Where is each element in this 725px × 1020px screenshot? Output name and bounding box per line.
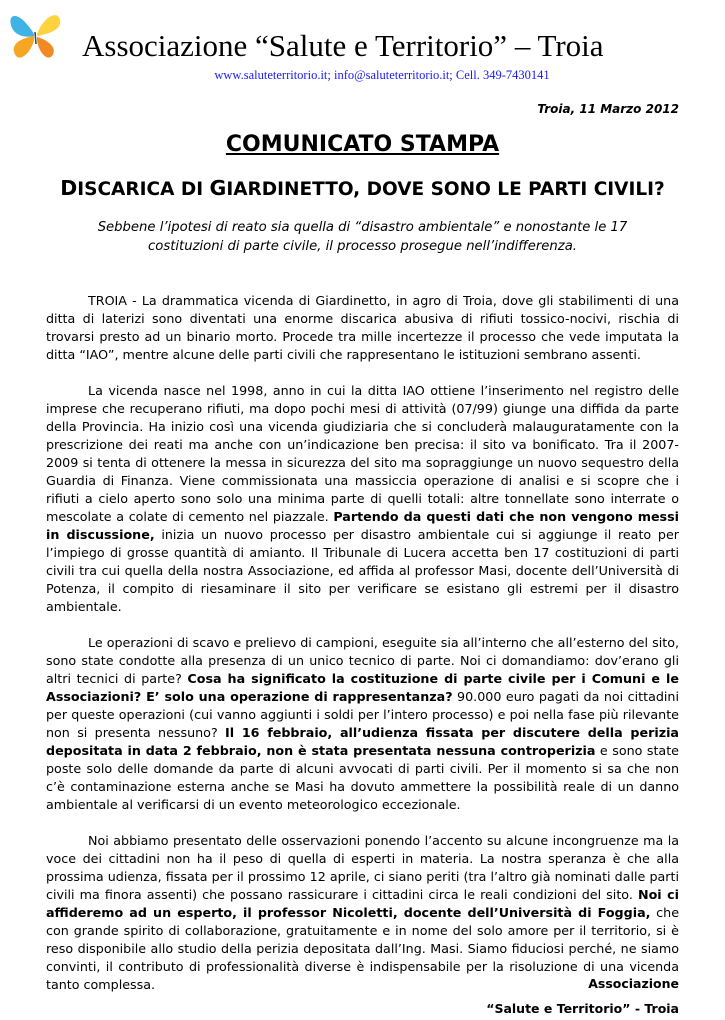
headline-part-1: ISCARICA DI <box>77 179 210 200</box>
paragraph-3-text-a: Le operazioni di scavo e prelievo di campioni, eseguite sia all’interno che all’esterno del sito, sono state condotte alla presenza di un unico tecnico di parte. Noi ci domandiamo: dov’erano gli altri tecnici di parte? <box>46 635 679 686</box>
article-body <box>46 292 679 994</box>
signature-line-1: Associazione <box>588 976 679 991</box>
paragraph-4-text-c: che con grande spirito di collaborazione, gratuitamente e in nome del solo amore per il territorio, si è reso disponibile allo studio della perizia depositata dall’Ing. Masi. Siamo fiduciosi perché, ne siamo convinti, il contributo di professionalità diverse è indispensabile per la risoluzione di una vicenda tanto complessa. <box>46 905 679 992</box>
paragraph-2-bold: Partendo da questi dati che non vengono messi in discussione, <box>46 509 679 542</box>
paragraph-2-text-a: La vicenda nasce nel 1998, anno in cui la ditta IAO ottiene l’inserimento nel registro delle imprese che recuperano rifiuti, ma dopo pochi mesi di attività (07/99) giunge una diffida da parte della Provincia. Ha inizio così una vicenda giudiziaria che si concluderà malauguratamente con la prescrizione dei reati ma anche con un’indicazione ben precisa: il sito va bonificato. Tra il 2007-2009 si tenta di ottenere la messa in sicurezza del sito ma sopraggiunge un nuovo sequestro della Guardia di Finanza. Viene commissionata una massiccia operazione di analisi e si scopre che i rifiuti a cielo aperto sono solo una minima parte di quelli totali: altre tonnellate sono interrate o mescolate a colate di cemento nel piazzale. <box>46 383 679 524</box>
organization-title: Associazione “Salute e Territorio” – Troia <box>82 28 604 63</box>
headline-initial-d: D <box>60 176 78 200</box>
paragraph-3-bold-b: Cosa ha significato la costituzione di parte civile per i Comuni e le Associazioni? E’ solo una operazione di rappresentanza? <box>46 671 679 704</box>
dateline: Troia, 11 Marzo 2012 <box>537 102 679 116</box>
paragraph-3-text-c: 90.000 euro pagati da noi cittadini per queste operazioni (cui vanno aggiunti i soldi per l’intero processo) e poi nella fase più rilevante non si presenta nessuno? <box>46 689 679 740</box>
signature-line-2: “Salute e Territorio” - Troia <box>486 1001 679 1016</box>
paragraph-2 <box>46 382 679 616</box>
paragraph-2-text-c: inizia un nuovo processo per disastro ambientale cui si aggiunge il reato per l’impiego di grosse quantità di amianto. Il Tribunale di Lucera accetta ben 17 costituzioni di parti civili tra cui quella della nostra Associazione, ed affida al professor Masi, docente dell’Università di Potenza, il compito di riesaminare il sito per verificare se esistano gli estremi per il disastro ambientale. <box>46 527 679 614</box>
subtitle: Sebbene l’ipotesi di reato sia quella di “disastro ambientale” e nonostante le 17 costituzioni di parte civile, il processo prosegue nell’indifferenza. <box>97 220 628 254</box>
paragraph-3-text-e: e sono state poste solo delle domande da parte di alcuni avvocati di parti civili. Per il momento si sa che non c’è contaminazione esterna anche se Masi ha dovuto ammettere la possibilità reale di un danno ambientale al verificarsi di un evento meteorologico eccezionale. <box>46 743 679 812</box>
paragraph-1: TROIA - La drammatica vicenda di Giardinetto, in agro di Troia, dove gli stabilimenti di una ditta di laterizi sono diventati una enorme discarica abusiva di rifiuti tossico-nocivi, rischia di trovarsi presto ad un binario morto. Procede tra mille incertezze il processo che vede imputata la ditta “IAO”, mentre alcune delle parti civili che rappresentano le istituzioni sembrano assenti. <box>46 293 679 362</box>
paragraph-4 <box>46 832 679 994</box>
contact-info[interactable]: www.saluteterritorio.it; info@saluteterritorio.it; Cell. 349-7430141 <box>214 68 550 82</box>
headline-part-2: IARDINETTO, DOVE SONO LE PARTI CIVILI? <box>226 179 665 200</box>
headline-initial-g: G <box>209 176 227 200</box>
paragraph-3 <box>46 634 679 814</box>
press-release-heading: COMUNICATO STAMPA <box>225 132 500 157</box>
butterfly-logo-icon <box>4 4 66 66</box>
paragraph-3-bold-d: Il 16 febbraio, all’udienza fissata per discutere della perizia depositata in data 2 febbraio, non è stata presentata nessuna controperizia <box>46 725 679 758</box>
paragraph-4-text-a: Noi abbiamo presentato delle osservazioni ponendo l’accento su alcune incongruenze ma la voce dei cittadini non ha il peso di quella di esperti in materia. La nostra speranza è che alla prossima udienza, fissata per il prossimo 12 aprile, ci siano periti (tra l’altro già nominati dalle parti civili ma finora assenti) che possano rassicurare i cittadini circa le reali condizioni del sito. <box>46 833 679 902</box>
headline <box>0 174 725 204</box>
paragraph-4-bold: Noi ci affideremo ad un esperto, il professor Nicoletti, docente dell’Università di Foggia, <box>46 887 679 920</box>
